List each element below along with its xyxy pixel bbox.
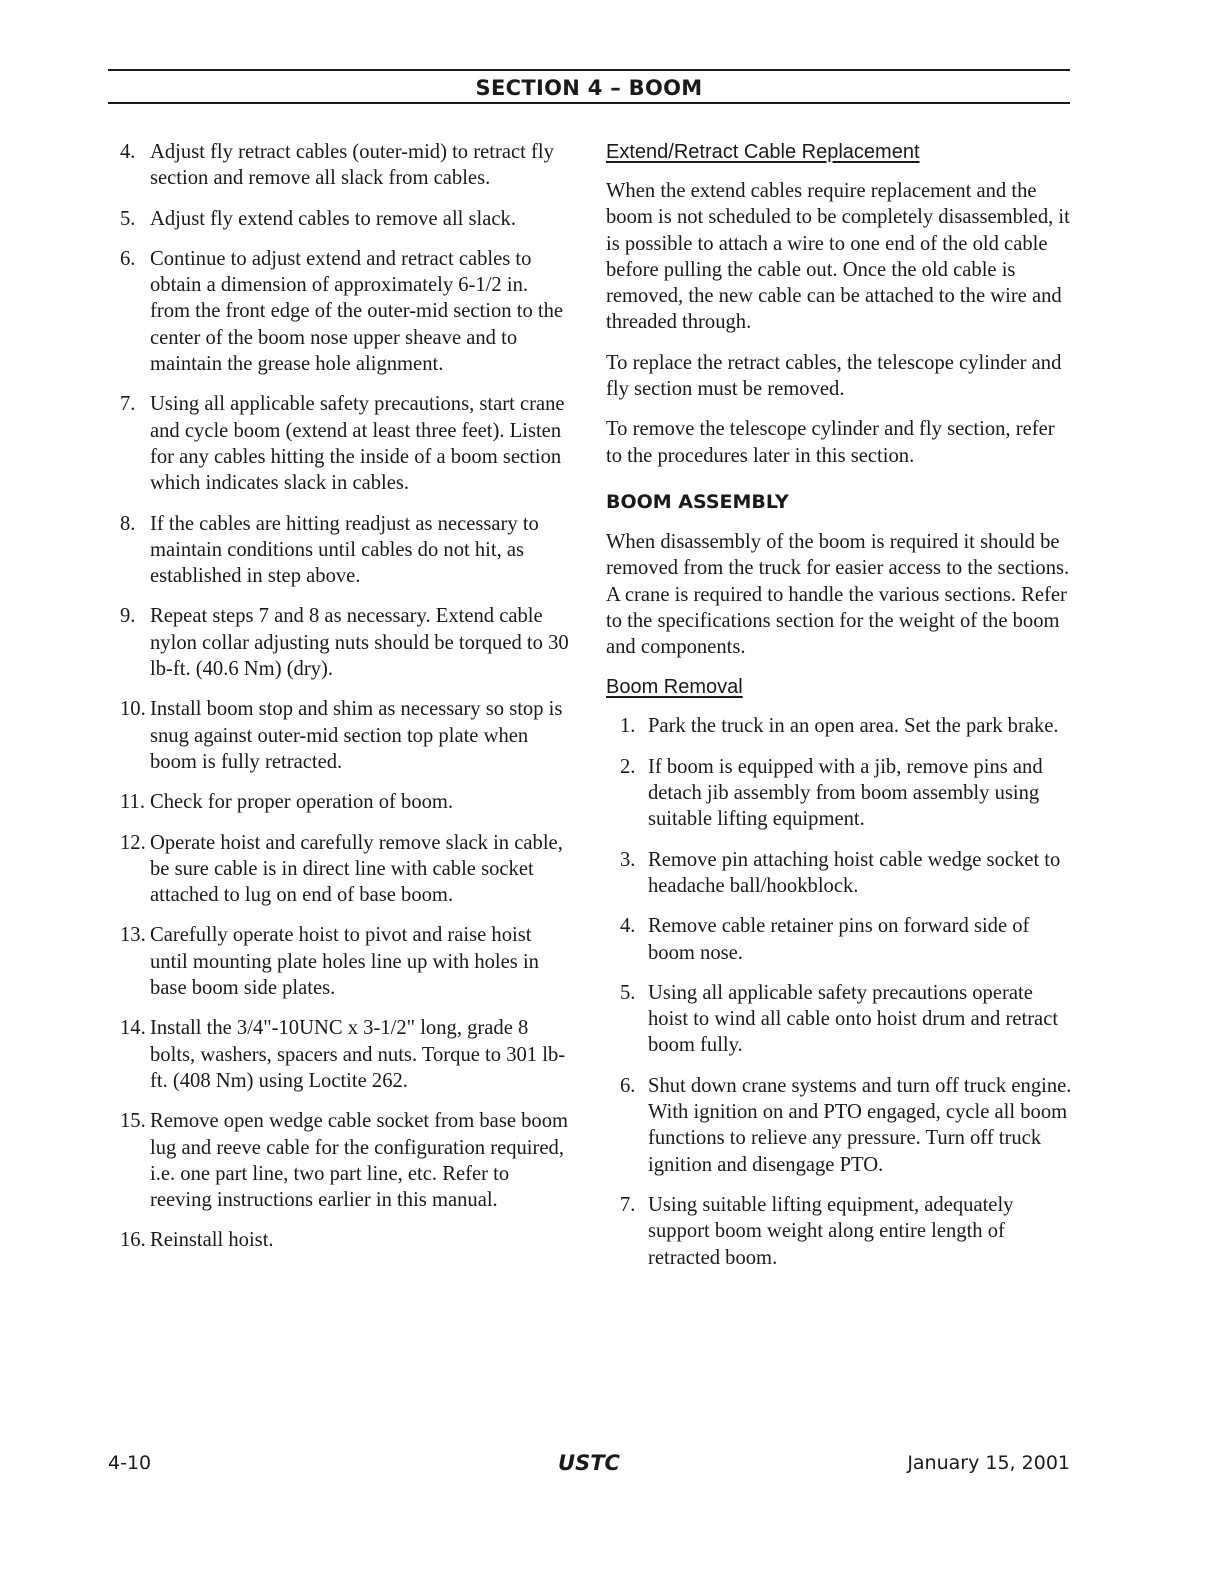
- step-text: Using all applicable safety precautions, start crane and cycle boom (extend at least three feet). Listen for any cables hitting the inside of a boom section which indicates slack in cables.: [150, 393, 565, 495]
- step-number: 8.: [120, 512, 136, 535]
- cable-replacement-paragraph: To replace the retract cables, the telescope cylinder and fly section must be removed.: [606, 351, 1062, 401]
- step-number: 13.: [120, 924, 146, 947]
- step-number: 5.: [620, 981, 636, 1004]
- right-column: [606, 139, 1072, 1285]
- reassembly-steps-list: [120, 139, 572, 1254]
- step-number: 10.: [120, 698, 146, 721]
- list-item: [120, 1108, 572, 1213]
- list-item: [120, 391, 572, 496]
- page-header: [108, 69, 1070, 104]
- list-item: [120, 206, 572, 232]
- step-number: 9.: [120, 605, 136, 628]
- step-number: 7.: [120, 393, 136, 416]
- step-text: Check for proper operation of boom.: [150, 791, 454, 814]
- step-number: 12.: [120, 831, 146, 854]
- list-item: [120, 246, 572, 377]
- brand-name: USTC: [558, 1451, 620, 1475]
- publication-date: January 15, 2001: [907, 1452, 1070, 1474]
- step-text: Park the truck in an open area. Set the park brake.: [648, 715, 1059, 738]
- list-item: [120, 139, 572, 192]
- step-text: Remove cable retainer pins on forward side of boom nose.: [648, 915, 1030, 964]
- step-number: 11.: [120, 791, 145, 814]
- step-number: 16.: [120, 1229, 146, 1252]
- left-column: [120, 139, 572, 1268]
- step-text: Continue to adjust extend and retract cables to obtain a dimension of approximately 6-1/2 in. from the front edge of the outer-mid section to the center of the boom nose upper sheave and to maintain the grease hole alignment.: [150, 247, 564, 376]
- step-text: Operate hoist and carefully remove slack in cable, be sure cable is in direct line with cable socket attached to lug on end of base boom.: [150, 831, 563, 907]
- step-number: 3.: [620, 848, 636, 871]
- list-item: [120, 696, 572, 775]
- step-number: 15.: [120, 1110, 146, 1133]
- boom-removal-steps-list: [620, 713, 1072, 1270]
- list-item: [620, 980, 1072, 1059]
- list-item: [620, 1192, 1072, 1271]
- step-number: 6.: [620, 1074, 636, 1097]
- boom-assembly-heading: BOOM ASSEMBLY: [606, 490, 789, 513]
- step-number: 5.: [120, 207, 136, 230]
- list-item: [620, 847, 1072, 900]
- list-item: [620, 754, 1072, 833]
- boom-removal-heading: Boom Removal: [606, 676, 743, 699]
- list-item: [120, 1227, 572, 1253]
- step-number: 14.: [120, 1017, 146, 1040]
- cable-replacement-heading: Extend/Retract Cable Replacement: [606, 141, 920, 163]
- step-text: Repeat steps 7 and 8 as necessary. Extend cable nylon collar adjusting nuts should be torqued to 30 lb-ft. (40.6 Nm) (dry).: [150, 605, 569, 681]
- list-item: [120, 789, 572, 815]
- list-item: [620, 913, 1072, 966]
- list-item: [120, 511, 572, 590]
- section-title: SECTION 4 – BOOM: [475, 76, 703, 100]
- step-text: Install boom stop and shim as necessary so stop is snug against outer-mid section top plate when boom is fully retracted.: [150, 698, 563, 773]
- list-item: [120, 922, 572, 1001]
- step-text: If boom is equipped with a jib, remove pins and detach jib assembly from boom assembly using suitable lifting equipment.: [648, 755, 1043, 831]
- step-text: Remove pin attaching hoist cable wedge socket to headache ball/hookblock.: [648, 848, 1061, 897]
- step-text: Reinstall hoist.: [150, 1229, 274, 1252]
- list-item: [120, 603, 572, 682]
- step-text: If the cables are hitting readjust as necessary to maintain conditions until cables do not hit, as established in step above.: [150, 512, 539, 588]
- list-item: [620, 713, 1072, 739]
- step-text: Using all applicable safety precautions operate hoist to wind all cable onto hoist drum and retract boom fully.: [648, 981, 1059, 1057]
- step-text: Shut down crane systems and turn off truck engine. With ignition on and PTO engaged, cycle all boom functions to relieve any pressure. Turn off truck ignition and disengage PTO.: [648, 1074, 1072, 1176]
- step-text: Adjust fly extend cables to remove all slack.: [150, 207, 517, 230]
- cable-replacement-paragraph: To remove the telescope cylinder and fly section, refer to the procedures later in this section.: [606, 418, 1055, 467]
- step-number: 4.: [620, 915, 636, 938]
- step-text: Install the 3/4"-10UNC x 3-1/2" long, grade 8 bolts, washers, spacers and nuts. Torque to 301 lb-ft. (408 Nm) using Loctite 262.: [150, 1017, 566, 1092]
- page-number: 4-10: [108, 1452, 152, 1474]
- step-text: Carefully operate hoist to pivot and raise hoist until mounting plate holes line up with holes in base boom side plates.: [150, 924, 539, 1000]
- cable-replacement-paragraph: When the extend cables require replacement and the boom is not scheduled to be completely disassembled, it is possible to attach a wire to one end of the old cable before pulling the cable out. Once the old cable is removed, the new cable can be attached to the wire and threaded through.: [606, 180, 1070, 334]
- step-text: Using suitable lifting equipment, adequately support boom weight along entire length of retracted boom.: [648, 1193, 1014, 1269]
- step-number: 7.: [620, 1193, 636, 1216]
- step-number: 6.: [120, 247, 136, 270]
- list-item: [120, 1015, 572, 1094]
- step-number: 4.: [120, 141, 136, 163]
- page-footer: [108, 1452, 1070, 1478]
- list-item: [120, 830, 572, 909]
- step-text: Remove open wedge cable socket from base boom lug and reeve cable for the configuration required, i.e. one part line, two part line, etc. Refer to reeving instructions earlier in this manual.: [150, 1110, 569, 1212]
- step-number: 2.: [620, 755, 636, 778]
- step-text: Adjust fly retract cables (outer-mid) to retract fly section and remove all slack from cables.: [150, 141, 554, 190]
- step-number: 1.: [620, 715, 636, 738]
- boom-assembly-paragraph: When disassembly of the boom is required it should be removed from the truck for easier access to the sections. A crane is required to handle the various sections. Refer to the specifications section for the weight of the boom and components.: [606, 530, 1070, 659]
- list-item: [620, 1073, 1072, 1178]
